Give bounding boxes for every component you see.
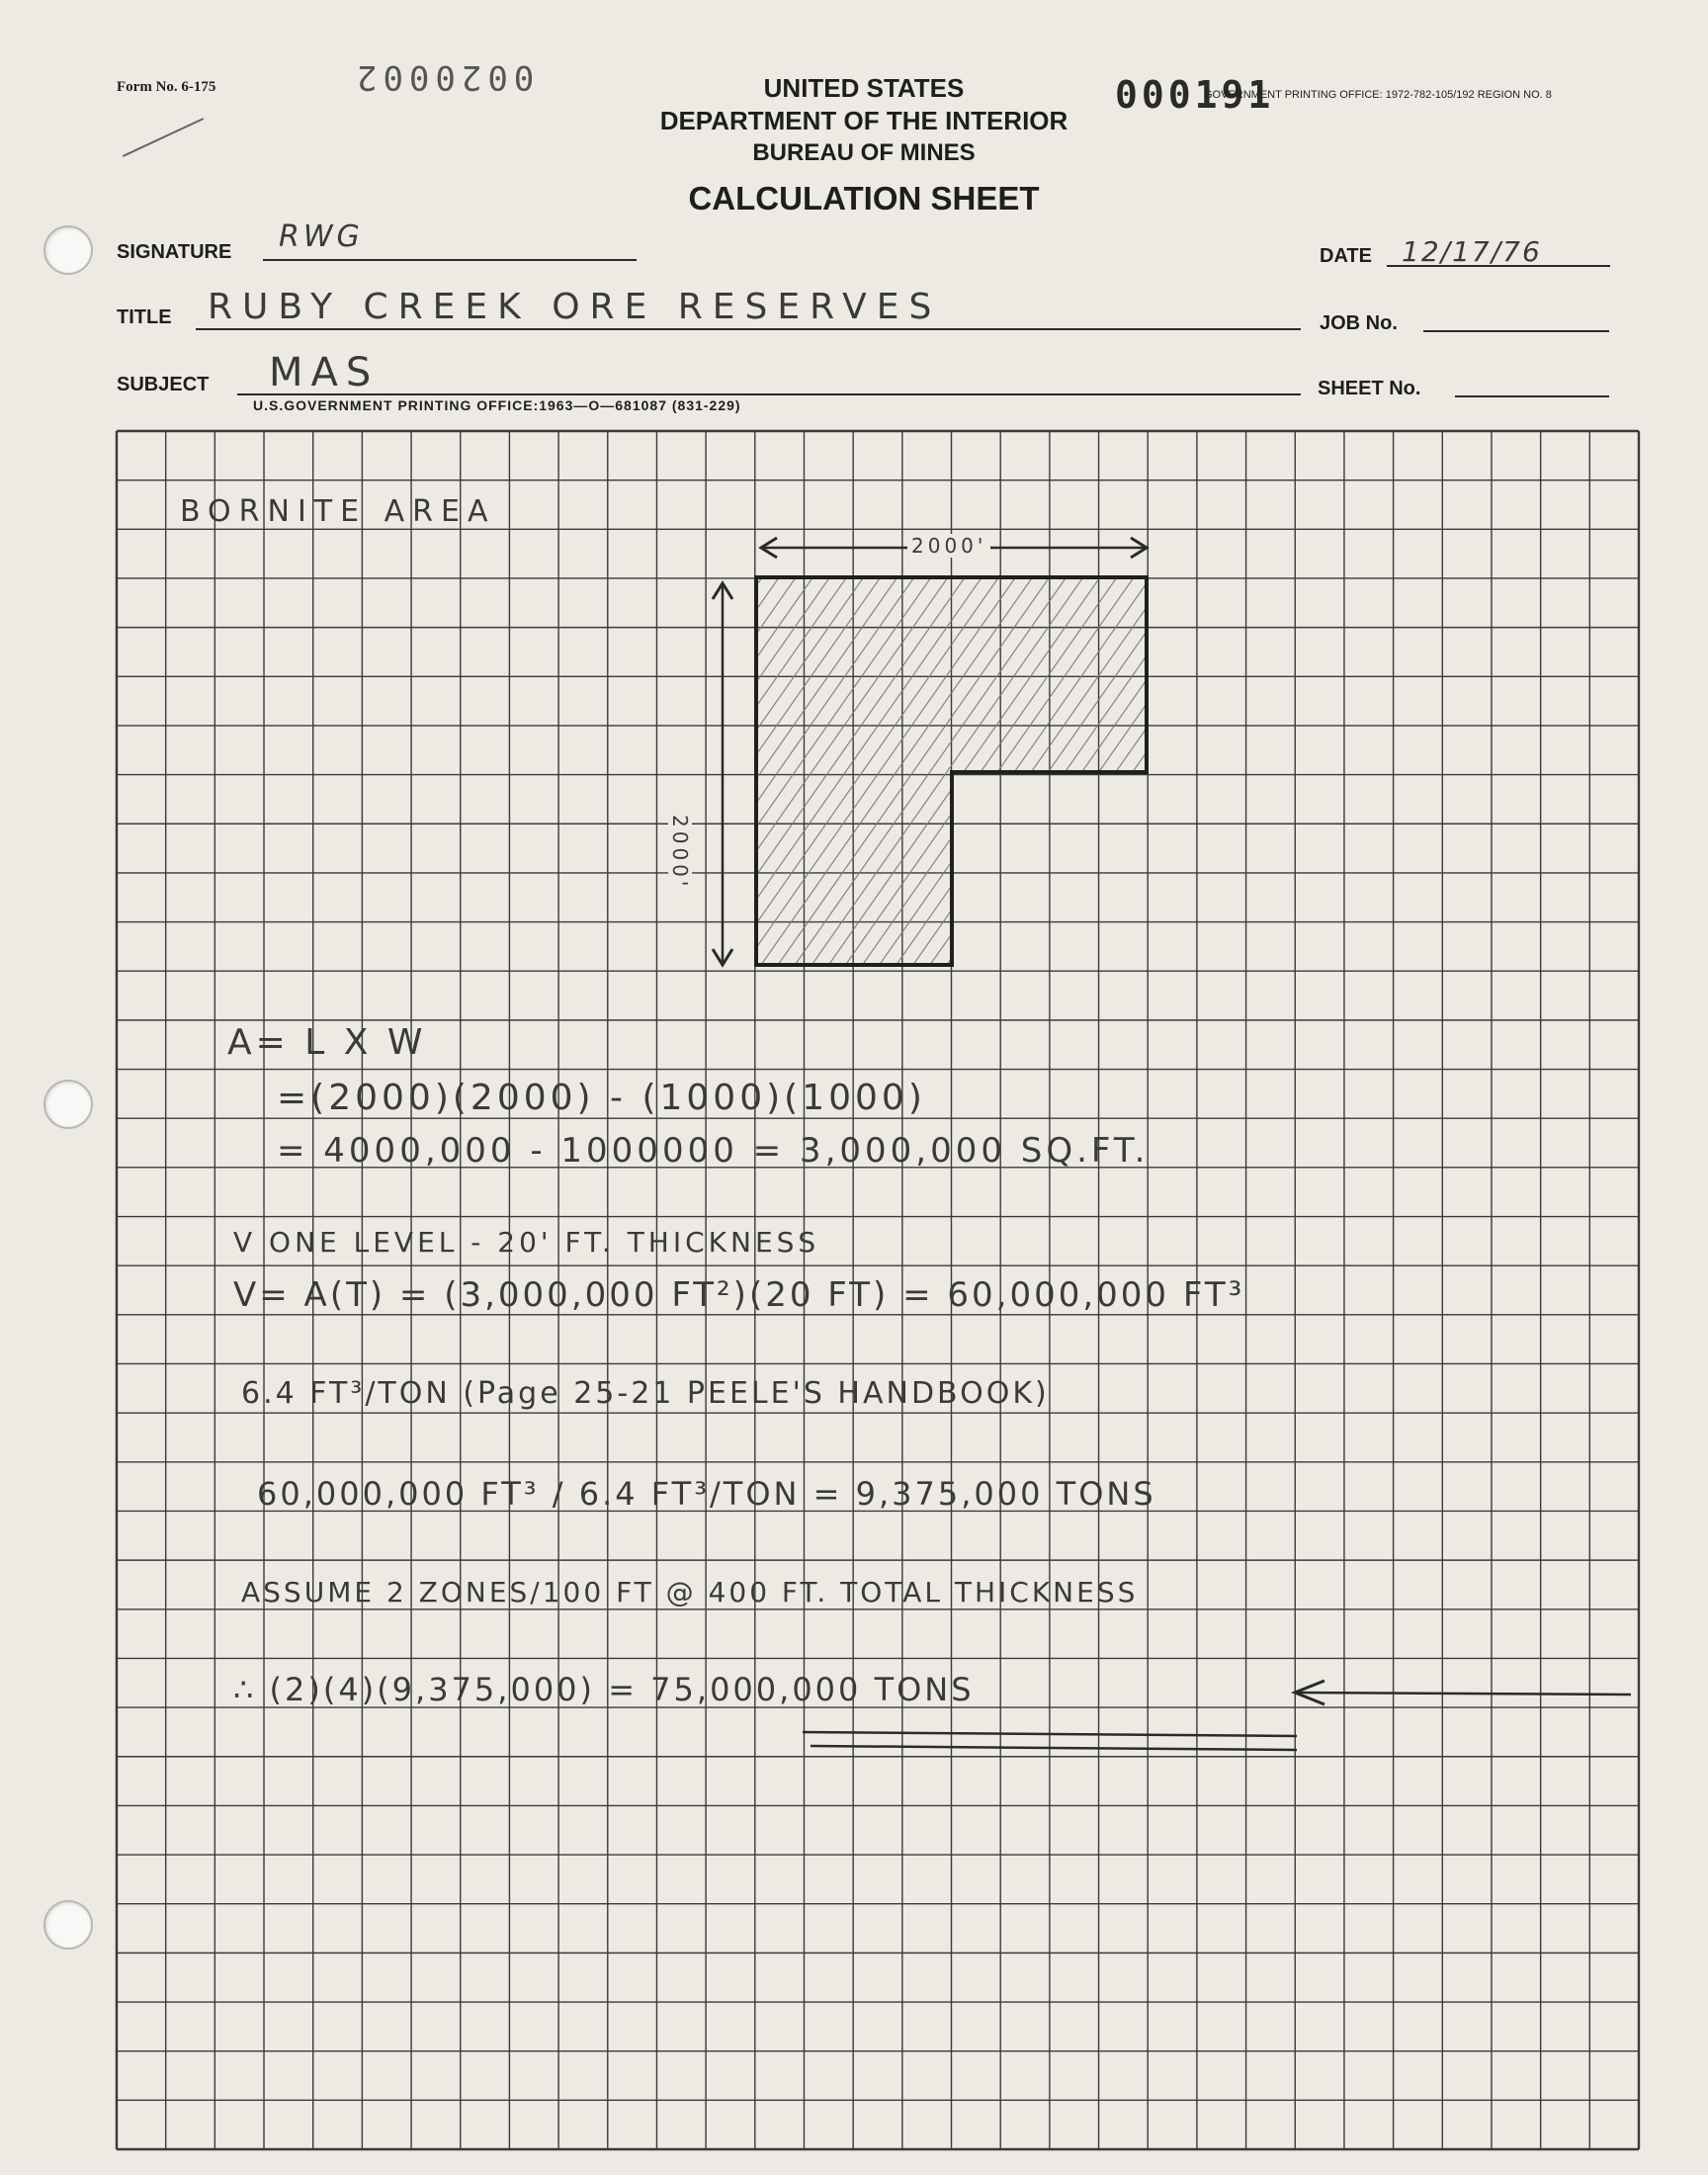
date-label: DATE bbox=[1320, 245, 1372, 267]
form-number: Form No. 6-175 bbox=[117, 79, 216, 95]
title-value: RUBY CREEK ORE RESERVES bbox=[208, 287, 942, 327]
calc-line-7: 60,000,000 FT³ / 6.4 FT³/TON = 9,375,000 TONS bbox=[257, 1475, 1156, 1513]
answer-pointer-line bbox=[1295, 1693, 1631, 1695]
answer-underline-2 bbox=[811, 1746, 1297, 1750]
subject-label: SUBJECT bbox=[117, 374, 210, 395]
subject-value: MAS bbox=[269, 350, 380, 395]
calc-line-5: V= A(T) = (3,000,000 FT²)(20 FT) = 60,000,000 FT³ bbox=[233, 1275, 1245, 1315]
date-value: 12/17/76 bbox=[1402, 235, 1542, 268]
calc-line-3: = 4000,000 - 1000000 = 3,000,000 SQ.FT. bbox=[277, 1131, 1150, 1171]
agency-line-3: BUREAU OF MINES bbox=[752, 139, 976, 166]
calc-line-2: =(2000)(2000) - (1000)(1000) bbox=[277, 1078, 926, 1118]
document-stamp-right: 000191 bbox=[1115, 73, 1275, 117]
calc-line-6: 6.4 FT³/TON (Page 25-21 PEELE'S HANDBOOK) bbox=[241, 1376, 1050, 1411]
agency-line-2: DEPARTMENT OF THE INTERIOR bbox=[659, 106, 1068, 135]
sheet-title: CALCULATION SHEET bbox=[688, 180, 1040, 217]
printing-office-top: GOVERNMENT PRINTING OFFICE: 1972-782-105/192 REGION NO. 8 bbox=[1204, 89, 1552, 101]
dimension-label-left: 2000' bbox=[668, 811, 692, 894]
sheet-label: SHEET No. bbox=[1318, 378, 1421, 399]
signature-value: RWG bbox=[279, 219, 364, 254]
title-label: TITLE bbox=[117, 306, 172, 328]
calc-line-1: A= L X W bbox=[227, 1022, 427, 1063]
calc-line-9: ∴ (2)(4)(9,375,000) = 75,000,000 TONS bbox=[233, 1671, 975, 1708]
calc-line-4: V ONE LEVEL - 20' FT. THICKNESS bbox=[233, 1226, 820, 1259]
dimension-label-top: 2000' bbox=[907, 534, 990, 558]
answer-underline-1 bbox=[803, 1732, 1297, 1736]
area-heading: BORNITE AREA bbox=[180, 494, 496, 529]
printing-office-bottom: U.S.GOVERNMENT PRINTING OFFICE:1963—O—681087 (831-229) bbox=[253, 397, 741, 413]
document-stamp-left: 0020002 bbox=[351, 57, 535, 97]
job-label: JOB No. bbox=[1320, 312, 1398, 334]
agency-line-1: UNITED STATES bbox=[763, 73, 965, 103]
signature-label: SIGNATURE bbox=[117, 241, 232, 263]
calc-line-8: ASSUME 2 ZONES/100 FT @ 400 FT. TOTAL THICKNESS bbox=[241, 1576, 1139, 1609]
